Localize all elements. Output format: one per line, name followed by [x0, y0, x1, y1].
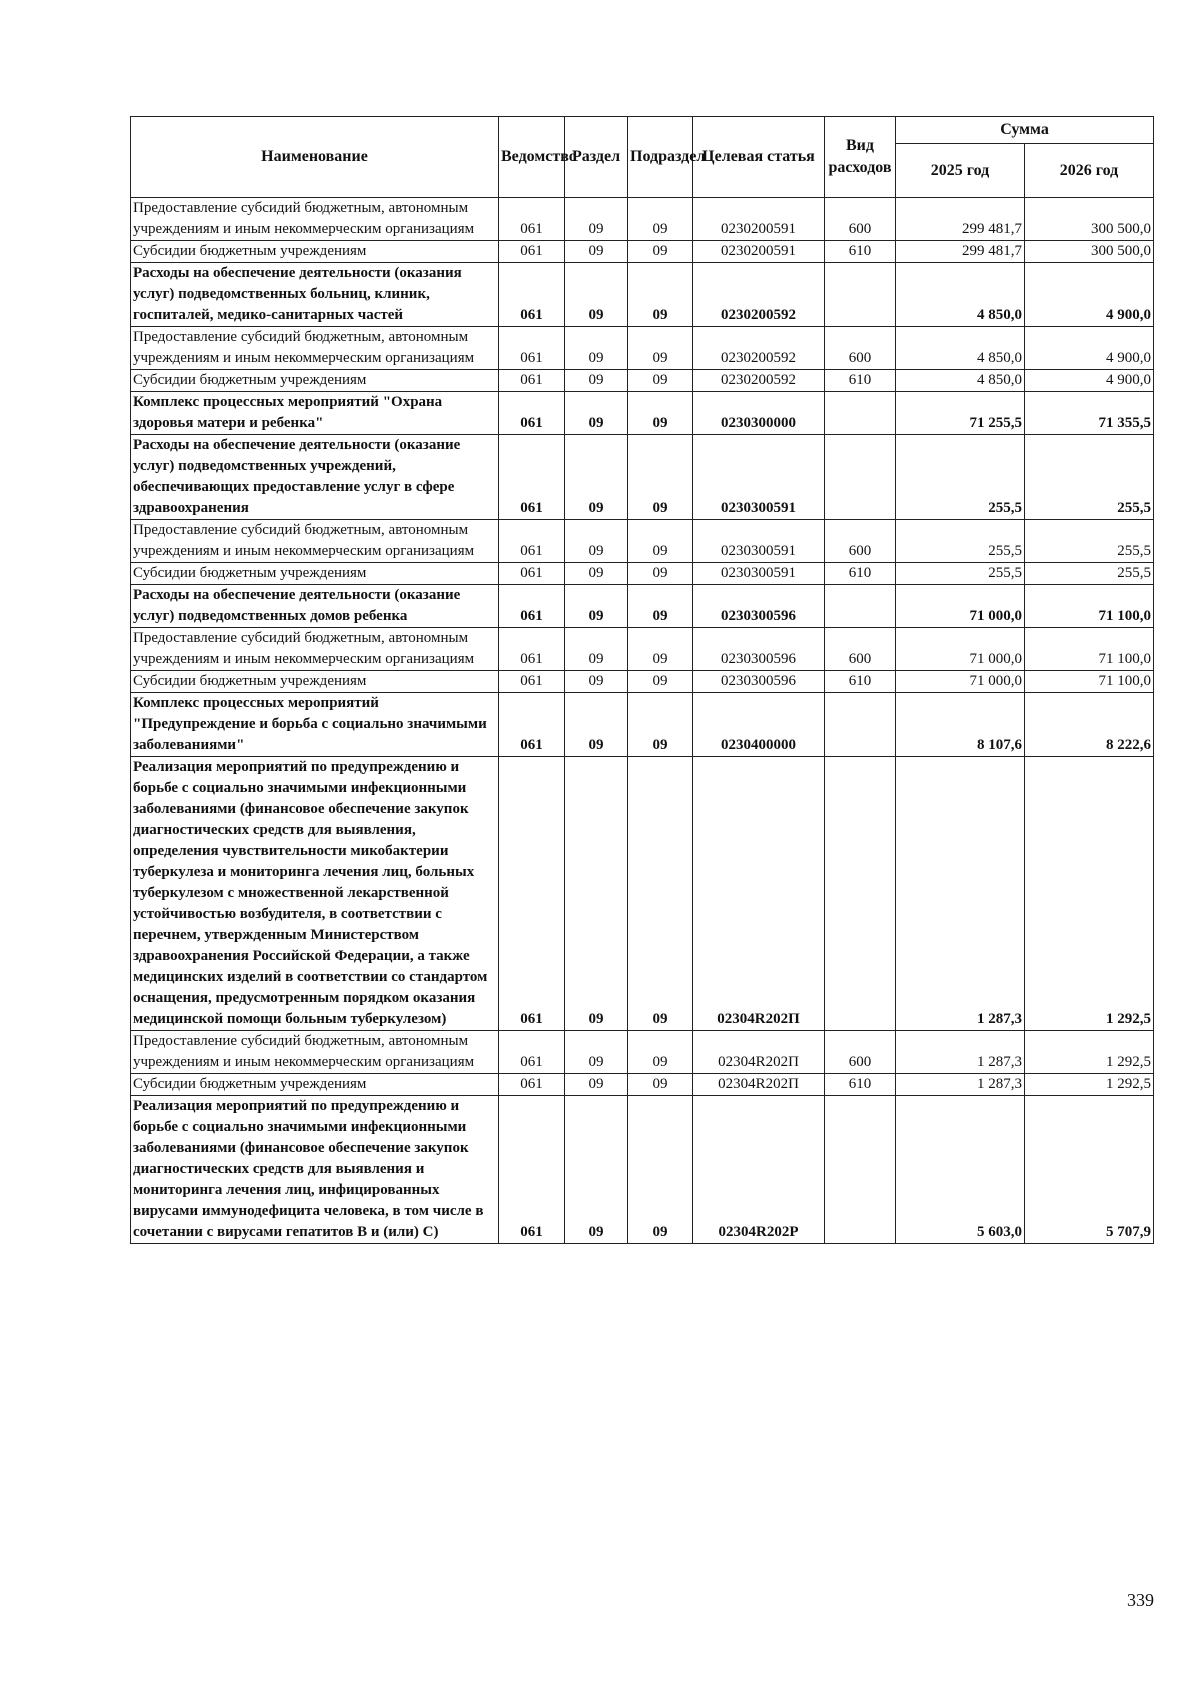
- header-podrazdel: Подраздел: [628, 117, 693, 198]
- table-row: [131, 1074, 1154, 1096]
- header-razdel: Раздел: [565, 117, 628, 198]
- cell-vid-rashodov: 610: [825, 563, 896, 585]
- cell-tselevaya-statya: 0230200592: [693, 370, 825, 392]
- cell-vid-rashodov: [825, 263, 896, 327]
- table-body: [131, 198, 1154, 1244]
- budget-table: [130, 116, 1154, 1244]
- cell-tselevaya-statya: 0230400000: [693, 693, 825, 757]
- cell-razdel: 09: [565, 585, 628, 628]
- cell-sum-2025: 255,5: [896, 435, 1025, 520]
- cell-vid-rashodov: 610: [825, 241, 896, 263]
- page-number: 339: [1127, 1590, 1154, 1610]
- table-row: [131, 693, 1154, 757]
- cell-sum-2025: 4 850,0: [896, 263, 1025, 327]
- cell-podrazdel: 09: [628, 1074, 693, 1096]
- cell-sum-2026: 71 100,0: [1025, 628, 1154, 671]
- cell-podrazdel: 09: [628, 327, 693, 370]
- cell-sum-2026: 1 292,5: [1025, 1074, 1154, 1096]
- cell-sum-2026: 71 355,5: [1025, 392, 1154, 435]
- cell-name: Предоставление субсидий бюджетным, автономным учреждениям и иным некоммерческим организациям: [131, 327, 499, 370]
- cell-vedomstvo: 061: [499, 1074, 565, 1096]
- cell-razdel: 09: [565, 628, 628, 671]
- cell-tselevaya-statya: 0230300596: [693, 628, 825, 671]
- cell-tselevaya-statya: 0230200591: [693, 198, 825, 241]
- cell-vid-rashodov: 610: [825, 1074, 896, 1096]
- header-vedomstvo: Ведомство: [499, 117, 565, 198]
- cell-sum-2025: 255,5: [896, 563, 1025, 585]
- cell-razdel: 09: [565, 563, 628, 585]
- cell-name: Предоставление субсидий бюджетным, автономным учреждениям и иным некоммерческим организациям: [131, 520, 499, 563]
- cell-tselevaya-statya: 0230300591: [693, 520, 825, 563]
- cell-sum-2026: 71 100,0: [1025, 671, 1154, 693]
- cell-vedomstvo: 061: [499, 563, 565, 585]
- cell-sum-2026: 71 100,0: [1025, 585, 1154, 628]
- header-summa: Сумма: [896, 117, 1154, 144]
- header-name: Наименование: [131, 117, 499, 198]
- cell-vid-rashodov: 610: [825, 671, 896, 693]
- cell-name: Расходы на обеспечение деятельности (оказания услуг) подведомственных больниц, клиник, госпиталей, медико-санитарных частей: [131, 263, 499, 327]
- cell-sum-2025: 5 603,0: [896, 1096, 1025, 1244]
- cell-razdel: 09: [565, 1096, 628, 1244]
- cell-sum-2025: 255,5: [896, 520, 1025, 563]
- cell-podrazdel: 09: [628, 757, 693, 1031]
- table-row: [131, 435, 1154, 520]
- cell-name: Комплекс процессных мероприятий "Предупреждение и борьба с социально значимыми заболеваниями": [131, 693, 499, 757]
- cell-tselevaya-statya: 0230300596: [693, 671, 825, 693]
- cell-sum-2025: 299 481,7: [896, 198, 1025, 241]
- cell-vedomstvo: 061: [499, 198, 565, 241]
- cell-razdel: 09: [565, 520, 628, 563]
- cell-tselevaya-statya: 02304R202П: [693, 1074, 825, 1096]
- cell-tselevaya-statya: 0230200591: [693, 241, 825, 263]
- cell-name: Субсидии бюджетным учреждениям: [131, 1074, 499, 1096]
- cell-podrazdel: 09: [628, 1096, 693, 1244]
- cell-name: Расходы на обеспечение деятельности (оказание услуг) подведомственных учреждений, обеспечивающих предоставление услуг в сфере здравоохранения: [131, 435, 499, 520]
- cell-name: Субсидии бюджетным учреждениям: [131, 563, 499, 585]
- cell-vid-rashodov: [825, 1096, 896, 1244]
- cell-sum-2026: 300 500,0: [1025, 241, 1154, 263]
- cell-name: Субсидии бюджетным учреждениям: [131, 671, 499, 693]
- cell-name: Предоставление субсидий бюджетным, автономным учреждениям и иным некоммерческим организациям: [131, 1031, 499, 1074]
- cell-sum-2025: 4 850,0: [896, 370, 1025, 392]
- cell-name: Реализация мероприятий по предупреждению и борьбе с социально значимыми инфекционными заболеваниями (финансовое обеспечение закупок диагностических средств для выявления, определения чувствительности микобактерии туберкулеза и мониторинга лечения лиц, больных туберкулезом с множественной лекарственной устойчивостью возбудителя, в соответствии с перечнем, утвержденным Министерством здравоохранения Российской Федерации, а также медицинских изделий в соответствии со стандартом оснащения, предусмотренным порядком оказания медицинской помощи больным туберкулезом): [131, 757, 499, 1031]
- cell-podrazdel: 09: [628, 263, 693, 327]
- cell-vid-rashodov: 600: [825, 520, 896, 563]
- cell-vedomstvo: 061: [499, 370, 565, 392]
- cell-razdel: 09: [565, 1031, 628, 1074]
- cell-razdel: 09: [565, 671, 628, 693]
- table-row: [131, 1031, 1154, 1074]
- cell-vid-rashodov: [825, 392, 896, 435]
- cell-name: Предоставление субсидий бюджетным, автономным учреждениям и иным некоммерческим организациям: [131, 628, 499, 671]
- cell-podrazdel: 09: [628, 241, 693, 263]
- cell-sum-2025: 1 287,3: [896, 1031, 1025, 1074]
- cell-tselevaya-statya: 02304R202Р: [693, 1096, 825, 1244]
- cell-razdel: 09: [565, 392, 628, 435]
- cell-sum-2026: 5 707,9: [1025, 1096, 1154, 1244]
- cell-vid-rashodov: [825, 435, 896, 520]
- cell-sum-2026: 1 292,5: [1025, 1031, 1154, 1074]
- cell-podrazdel: 09: [628, 1031, 693, 1074]
- table-row: [131, 241, 1154, 263]
- table-row: [131, 1096, 1154, 1244]
- cell-vedomstvo: 061: [499, 757, 565, 1031]
- cell-sum-2025: 299 481,7: [896, 241, 1025, 263]
- cell-vedomstvo: 061: [499, 693, 565, 757]
- cell-vedomstvo: 061: [499, 392, 565, 435]
- cell-vedomstvo: 061: [499, 520, 565, 563]
- cell-vedomstvo: 061: [499, 1031, 565, 1074]
- cell-vedomstvo: 061: [499, 1096, 565, 1244]
- table-row: [131, 370, 1154, 392]
- cell-vid-rashodov: 600: [825, 327, 896, 370]
- cell-vid-rashodov: [825, 585, 896, 628]
- table-row: [131, 563, 1154, 585]
- cell-sum-2025: 8 107,6: [896, 693, 1025, 757]
- cell-podrazdel: 09: [628, 198, 693, 241]
- table-header: [131, 117, 1154, 198]
- table-row: [131, 628, 1154, 671]
- cell-razdel: 09: [565, 263, 628, 327]
- table-row: [131, 263, 1154, 327]
- cell-vedomstvo: 061: [499, 327, 565, 370]
- table-row: [131, 327, 1154, 370]
- cell-sum-2026: 8 222,6: [1025, 693, 1154, 757]
- header-tselevaya-statya: Целевая статья: [693, 117, 825, 198]
- cell-podrazdel: 09: [628, 563, 693, 585]
- header-vid-rashodov: Вид расходов: [825, 117, 896, 198]
- cell-sum-2025: 71 000,0: [896, 628, 1025, 671]
- cell-name: Субсидии бюджетным учреждениям: [131, 370, 499, 392]
- cell-razdel: 09: [565, 1074, 628, 1096]
- cell-vid-rashodov: [825, 757, 896, 1031]
- cell-sum-2026: 255,5: [1025, 563, 1154, 585]
- cell-vedomstvo: 061: [499, 671, 565, 693]
- cell-tselevaya-statya: 0230300000: [693, 392, 825, 435]
- header-2025: 2025 год: [896, 144, 1025, 198]
- cell-sum-2025: 71 000,0: [896, 585, 1025, 628]
- cell-podrazdel: 09: [628, 435, 693, 520]
- cell-vid-rashodov: 610: [825, 370, 896, 392]
- cell-sum-2026: 255,5: [1025, 435, 1154, 520]
- cell-podrazdel: 09: [628, 693, 693, 757]
- cell-tselevaya-statya: 0230300591: [693, 563, 825, 585]
- table-row: [131, 392, 1154, 435]
- cell-tselevaya-statya: 0230200592: [693, 263, 825, 327]
- cell-podrazdel: 09: [628, 585, 693, 628]
- table-row: [131, 671, 1154, 693]
- table-row: [131, 520, 1154, 563]
- cell-podrazdel: 09: [628, 671, 693, 693]
- cell-razdel: 09: [565, 370, 628, 392]
- cell-vedomstvo: 061: [499, 585, 565, 628]
- cell-sum-2026: 300 500,0: [1025, 198, 1154, 241]
- cell-vid-rashodov: 600: [825, 1031, 896, 1074]
- cell-sum-2026: 255,5: [1025, 520, 1154, 563]
- cell-tselevaya-statya: 02304R202П: [693, 757, 825, 1031]
- cell-name: Расходы на обеспечение деятельности (оказание услуг) подведомственных домов ребенка: [131, 585, 499, 628]
- cell-podrazdel: 09: [628, 392, 693, 435]
- cell-vid-rashodov: [825, 693, 896, 757]
- cell-vid-rashodov: 600: [825, 198, 896, 241]
- cell-sum-2026: 1 292,5: [1025, 757, 1154, 1031]
- cell-sum-2026: 4 900,0: [1025, 327, 1154, 370]
- cell-razdel: 09: [565, 435, 628, 520]
- cell-vedomstvo: 061: [499, 241, 565, 263]
- cell-vedomstvo: 061: [499, 628, 565, 671]
- cell-tselevaya-statya: 02304R202П: [693, 1031, 825, 1074]
- cell-sum-2025: 71 255,5: [896, 392, 1025, 435]
- table-row: [131, 757, 1154, 1031]
- cell-sum-2025: 71 000,0: [896, 671, 1025, 693]
- cell-razdel: 09: [565, 757, 628, 1031]
- cell-razdel: 09: [565, 241, 628, 263]
- cell-sum-2026: 4 900,0: [1025, 263, 1154, 327]
- cell-podrazdel: 09: [628, 370, 693, 392]
- cell-vedomstvo: 061: [499, 435, 565, 520]
- cell-podrazdel: 09: [628, 520, 693, 563]
- cell-razdel: 09: [565, 198, 628, 241]
- cell-name: Субсидии бюджетным учреждениям: [131, 241, 499, 263]
- cell-name: Реализация мероприятий по предупреждению и борьбе с социально значимыми инфекционными заболеваниями (финансовое обеспечение закупок диагностических средств для выявления и мониторинга лечения лиц, инфицированных вирусами иммунодефицита человека, в том числе в сочетании с вирусами гепатитов B и (или) C): [131, 1096, 499, 1244]
- cell-tselevaya-statya: 0230200592: [693, 327, 825, 370]
- cell-razdel: 09: [565, 327, 628, 370]
- cell-vid-rashodov: 600: [825, 628, 896, 671]
- table-row: [131, 585, 1154, 628]
- cell-razdel: 09: [565, 693, 628, 757]
- cell-name: Предоставление субсидий бюджетным, автономным учреждениям и иным некоммерческим организациям: [131, 198, 499, 241]
- cell-name: Комплекс процессных мероприятий "Охрана здоровья матери и ребенка": [131, 392, 499, 435]
- cell-podrazdel: 09: [628, 628, 693, 671]
- cell-tselevaya-statya: 0230300596: [693, 585, 825, 628]
- cell-sum-2026: 4 900,0: [1025, 370, 1154, 392]
- table-row: [131, 198, 1154, 241]
- cell-sum-2025: 1 287,3: [896, 1074, 1025, 1096]
- cell-sum-2025: 4 850,0: [896, 327, 1025, 370]
- cell-vedomstvo: 061: [499, 263, 565, 327]
- cell-sum-2025: 1 287,3: [896, 757, 1025, 1031]
- cell-tselevaya-statya: 0230300591: [693, 435, 825, 520]
- header-2026: 2026 год: [1025, 144, 1154, 198]
